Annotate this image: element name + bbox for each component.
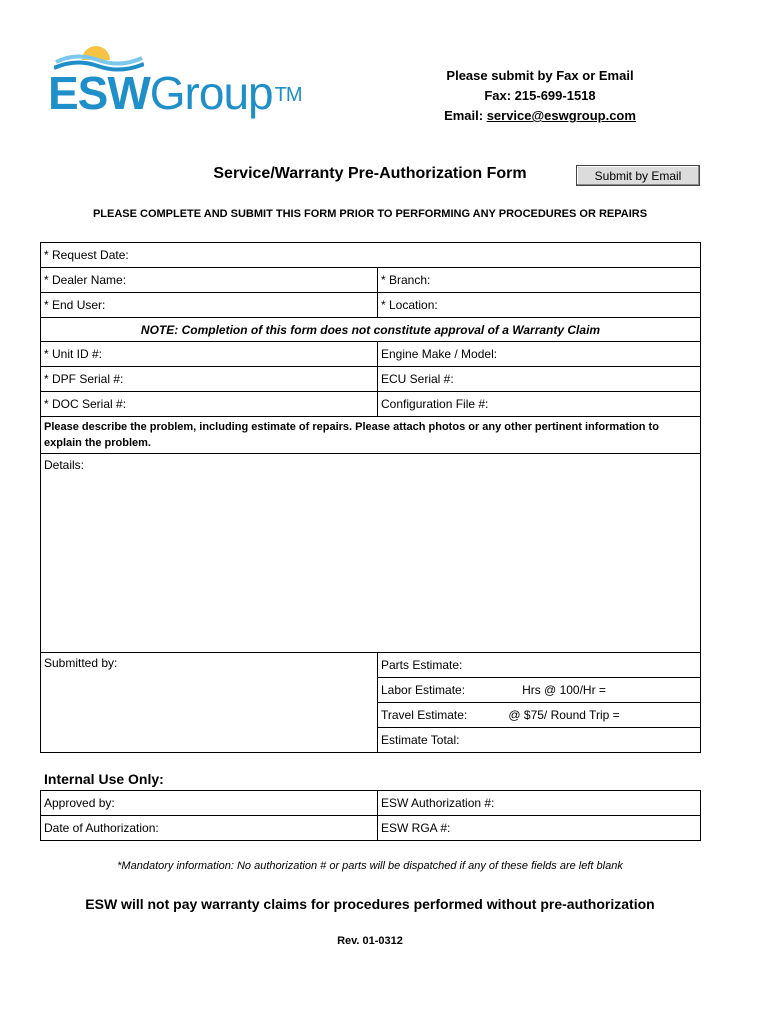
form-title: Service/Warranty Pre-Authorization Form [213,165,527,182]
dealer-name-field[interactable]: * Dealer Name: [41,268,378,292]
description-row [41,417,700,454]
travel-rate: @ $75/ Round Trip = [508,708,620,722]
esw-authorization-field[interactable]: ESW Authorization #: [381,796,495,810]
unit-row [41,342,700,367]
instruction-text: PLEASE COMPLETE AND SUBMIT THIS FORM PRIOR TO PERFORMING ANY PROCEDURES OR REPAIRS [92,208,648,220]
approval-row [41,791,700,816]
dpf-serial-field[interactable]: * DPF Serial #: [41,367,378,391]
logo-wordmark: ESWGroup ™ [48,67,302,119]
parts-estimate-field[interactable]: Parts Estimate: [378,653,700,678]
problem-description-instructions: Please describe the problem, including estimate of repairs. Please attach photos or any other pertinent information to explain the problem. [44,421,659,449]
end-user-row [41,293,700,318]
ecu-serial-field[interactable]: ECU Serial #: [381,372,454,386]
request-date-field[interactable]: * Request Date: [44,248,129,262]
approval-note: NOTE: Completion of this form does not constitute approval of a Warranty Claim [140,322,601,337]
location-field[interactable]: * Location: [381,298,438,312]
configuration-file-field[interactable]: Configuration File #: [381,397,489,411]
internal-use-table [40,790,701,841]
esw-logo [44,42,304,122]
estimate-total-field[interactable]: Estimate Total: [381,733,460,747]
note-row [41,318,700,342]
details-field[interactable]: Details: [44,458,85,472]
branch-field[interactable]: * Branch: [381,273,431,287]
labor-estimate-field[interactable]: Labor Estimate: Hrs @ 100/Hr = [378,678,700,703]
end-user-field[interactable]: * End User: [41,293,378,317]
revision-label: Rev. 01-0312 [337,935,403,947]
dpf-row [41,367,700,392]
doc-row [41,392,700,417]
doc-serial-field[interactable]: * DOC Serial #: [41,392,378,416]
dealer-row [41,268,700,293]
submit-by-email-button[interactable]: Submit by Email [576,165,700,186]
authorization-date-row [41,816,700,840]
estimates-row [41,653,700,752]
travel-estimate-field[interactable]: Travel Estimate: @ $75/ Round Trip = [378,703,700,728]
submitted-by-field[interactable]: Submitted by: [41,653,378,752]
approved-by-field[interactable]: Approved by: [41,791,378,815]
esw-rga-field[interactable]: ESW RGA #: [381,821,451,835]
unit-id-field[interactable]: * Unit ID #: [41,342,378,366]
request-date-row [41,243,700,268]
mandatory-notice: *Mandatory information: No authorization # or parts will be dispatched if any of these fields are left blank [117,860,623,872]
engine-model-field[interactable]: Engine Make / Model: [381,347,498,361]
submit-instructions: Please submit by Fax or Email [446,68,634,83]
fax-number: Fax: 215-699-1518 [484,88,596,103]
email-line: Email: service@eswgroup.com [444,108,636,123]
email-link[interactable]: service@eswgroup.com [486,108,636,123]
details-row [41,454,700,653]
submission-contact [400,66,680,126]
warranty-form-table [40,242,701,753]
warranty-warning: ESW will not pay warranty claims for procedures performed without pre-authorization [85,896,655,912]
internal-use-heading: Internal Use Only: [44,771,164,787]
date-of-authorization-field[interactable]: Date of Authorization: [41,816,378,840]
labor-rate: Hrs @ 100/Hr = [522,683,606,697]
estimates-block [378,653,700,752]
